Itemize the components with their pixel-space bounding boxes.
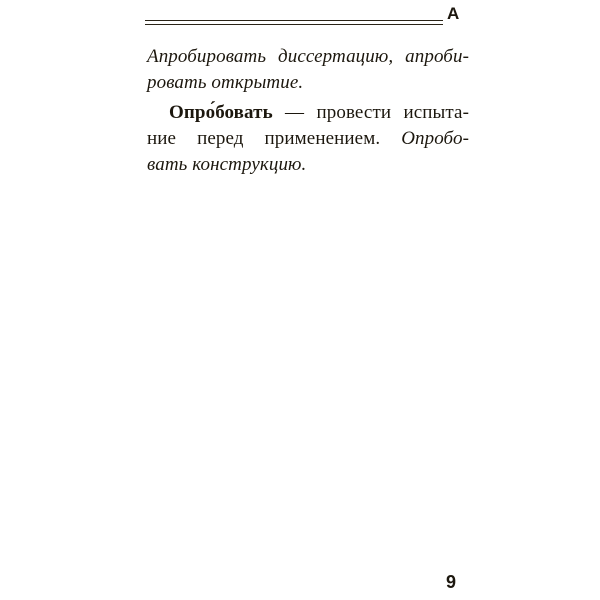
page-number: 9 xyxy=(446,572,457,592)
header-rule-top xyxy=(145,20,443,21)
header-rule-bottom xyxy=(145,24,443,25)
example-line: Апробировать диссертацию, апроби- xyxy=(147,46,469,67)
dictionary-text xyxy=(147,44,469,178)
definition-text: — провести испыта- xyxy=(272,102,469,123)
entry-second-line xyxy=(147,126,469,152)
example-text: Опробо- xyxy=(401,128,469,149)
entry-first-line xyxy=(147,100,469,126)
running-header xyxy=(145,0,465,30)
example-line: вать конструкцию. xyxy=(147,154,307,175)
headword: Опро́бовать xyxy=(169,102,273,123)
section-letter: А xyxy=(447,4,460,23)
definition-text: ние перед применением. xyxy=(147,128,402,149)
example-line: ровать открытие. xyxy=(147,72,304,93)
